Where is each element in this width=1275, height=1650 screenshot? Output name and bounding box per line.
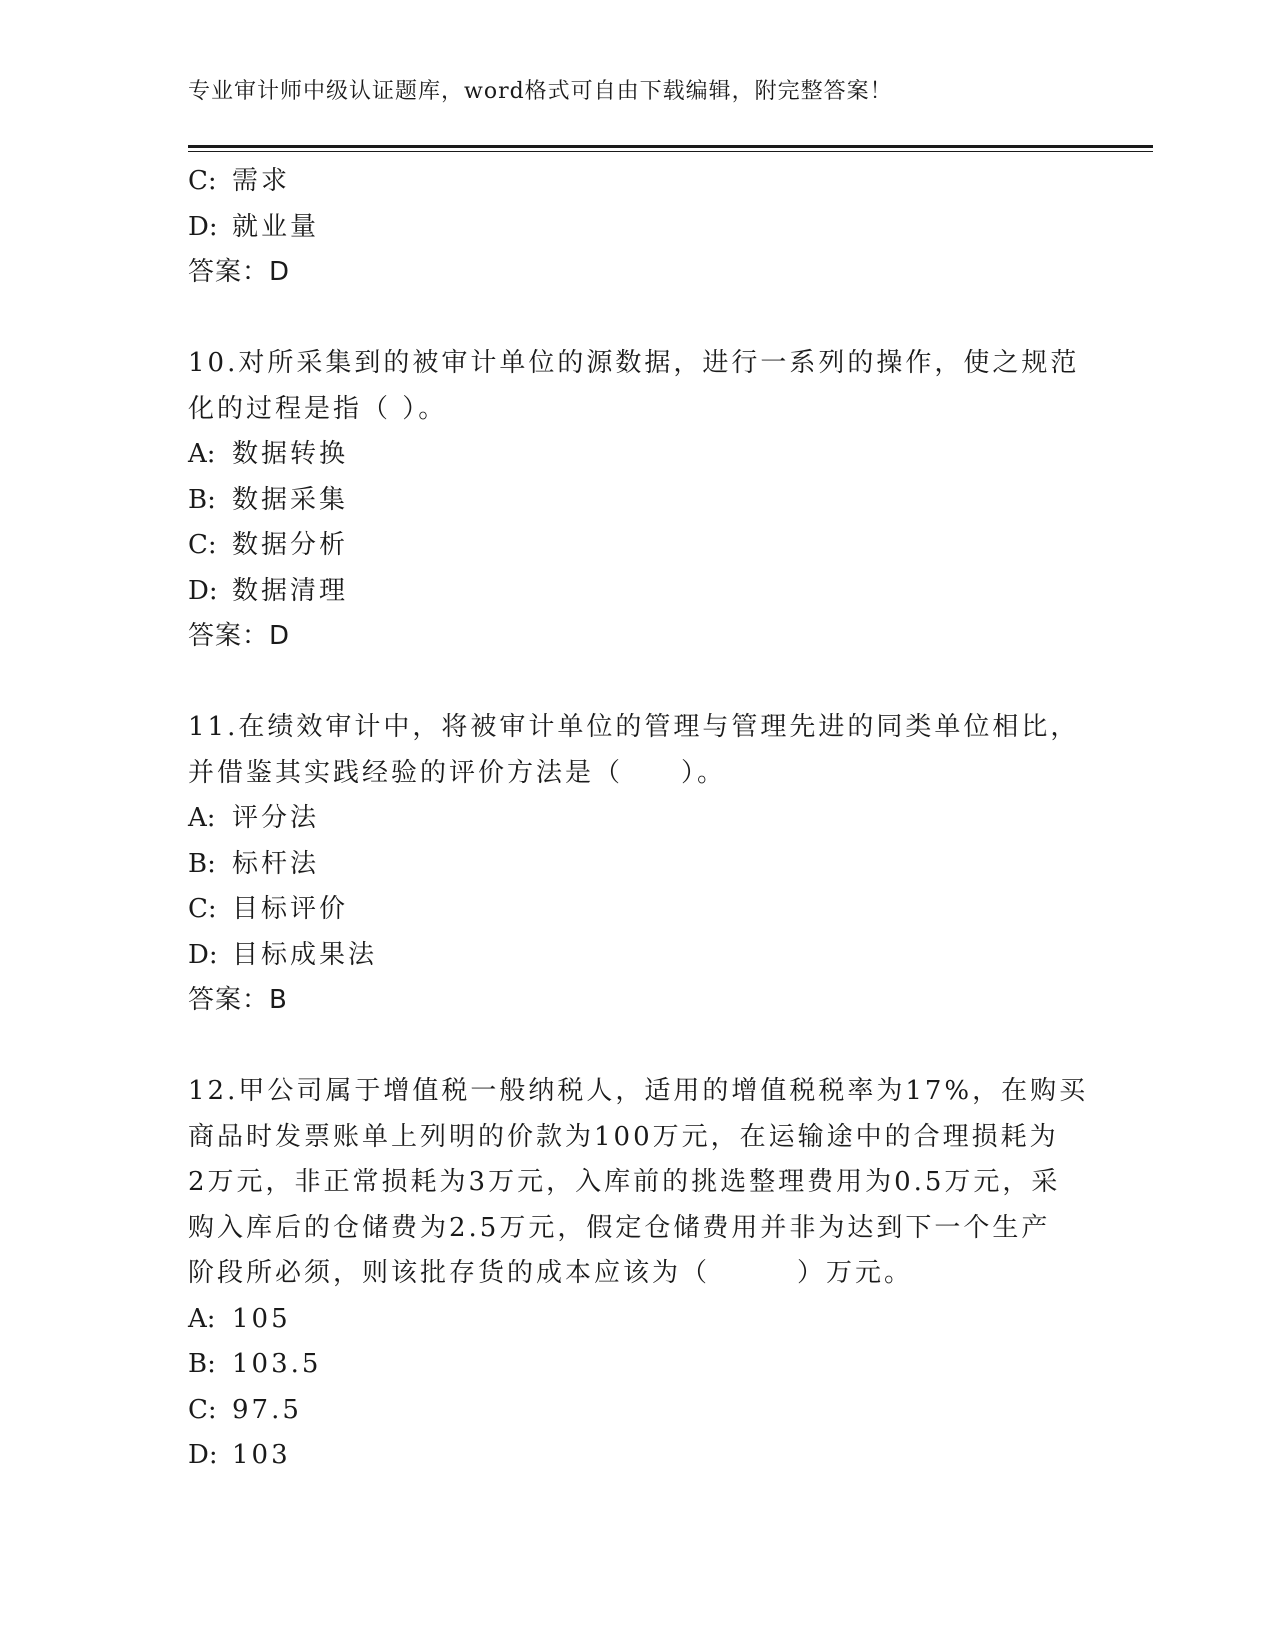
- option-label: D:: [188, 1440, 218, 1470]
- question-stem-line: 阶段所必须，则该批存货的成本应该为（ ）万元。: [188, 1258, 914, 1288]
- question-stem-line: 10.对所采集到的被审计单位的源数据，进行一系列的操作，使之规范: [188, 348, 1080, 378]
- option-d: [188, 569, 1088, 615]
- option-b: [188, 842, 1088, 888]
- option-b: [188, 478, 1088, 524]
- spacer: [188, 296, 1088, 342]
- answer: 答案：D: [188, 621, 291, 651]
- option-text: 97.5: [232, 1394, 302, 1425]
- option-label: A:: [188, 439, 216, 469]
- answer: 答案：B: [188, 985, 288, 1015]
- option-text: 目标评价: [232, 894, 349, 924]
- question-11: [188, 705, 1088, 1024]
- option-text: 103: [232, 1440, 291, 1470]
- option-label: B:: [188, 484, 216, 515]
- question-stem-line: 11.在绩效审计中，将被审计单位的管理与管理先进的同类单位相比，: [188, 712, 1080, 742]
- question-10: [188, 341, 1088, 660]
- option-text: 数据采集: [232, 484, 349, 515]
- option-label: C:: [188, 166, 217, 196]
- option-a: [188, 432, 1088, 478]
- option-c: [188, 159, 1088, 205]
- option-text: 103.5: [232, 1349, 322, 1379]
- question-12: [188, 1069, 1088, 1479]
- option-label: C:: [188, 1394, 217, 1425]
- option-text: 标杆法: [232, 848, 320, 879]
- option-label: D:: [188, 939, 218, 970]
- question-stem-line: 化的过程是指（ ）。: [188, 393, 448, 424]
- question-stem-line: 12.甲公司属于增值税一般纳税人，适用的增值税税率为17%，在购买: [188, 1076, 1089, 1106]
- option-label: D:: [188, 575, 218, 606]
- option-text: 目标成果法: [232, 939, 378, 970]
- option-label: D:: [188, 211, 218, 242]
- option-d: [188, 205, 1088, 251]
- option-label: A:: [188, 803, 216, 833]
- option-label: C:: [188, 530, 217, 560]
- option-label: C:: [188, 894, 217, 924]
- option-text: 就业量: [232, 211, 320, 242]
- option-c: [188, 887, 1088, 933]
- option-label: A:: [188, 1303, 216, 1334]
- answer: 答案：D: [188, 257, 291, 287]
- option-text: 评分法: [232, 803, 320, 833]
- question-stem-line: 2万元，非正常损耗为3万元，入库前的挑选整理费用为0.5万元，采: [188, 1167, 1061, 1197]
- option-c: [188, 1388, 1088, 1434]
- spacer: [188, 660, 1088, 706]
- question-stem-line: 商品时发票账单上列明的价款为100万元，在运输途中的合理损耗为: [188, 1121, 1059, 1152]
- option-text: 数据分析: [232, 530, 349, 560]
- question-stem-line: 并借鉴其实践经验的评价方法是（ ）。: [188, 757, 727, 788]
- option-d: [188, 933, 1088, 979]
- header-rule-thin: [188, 151, 1153, 152]
- question-9-tail: [188, 159, 1088, 296]
- option-a: [188, 796, 1088, 842]
- option-c: [188, 523, 1088, 569]
- question-stem-line: 购入库后的仓储费为2.5万元，假定仓储费用并非为达到下一个生产: [188, 1212, 1051, 1243]
- option-text: 105: [232, 1303, 291, 1334]
- option-text: 数据转换: [232, 439, 349, 469]
- option-d: [188, 1433, 1088, 1479]
- option-b: [188, 1342, 1088, 1388]
- option-label: B:: [188, 1349, 216, 1379]
- option-text: 需求: [232, 166, 291, 196]
- page-header: 专业审计师中级认证题库，word格式可自由下载编辑，附完整答案！: [188, 79, 893, 104]
- question-content: [188, 159, 1088, 1479]
- spacer: [188, 1024, 1088, 1070]
- option-a: [188, 1297, 1088, 1343]
- header-rule-thick: [188, 145, 1153, 148]
- option-label: B:: [188, 848, 216, 879]
- option-text: 数据清理: [232, 575, 349, 606]
